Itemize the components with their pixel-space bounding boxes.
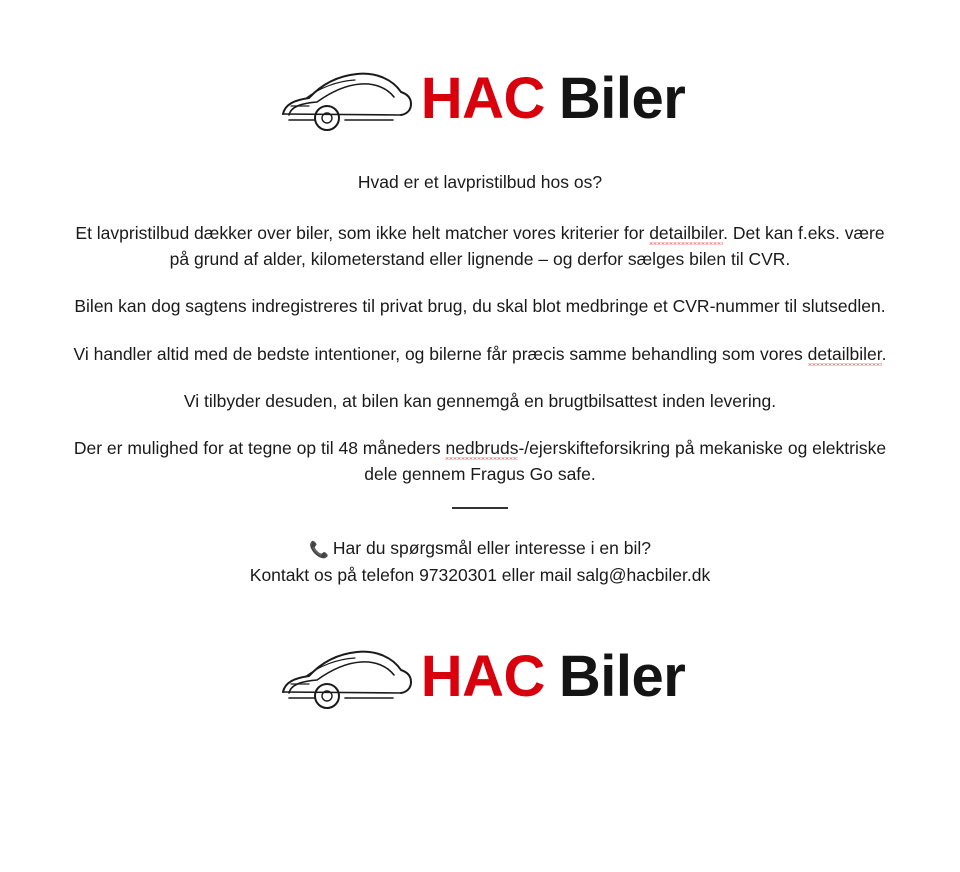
- paragraph-1: [70, 221, 890, 272]
- contact-question: Har du spørgsmål eller interesse i en bil?: [332, 538, 651, 558]
- article-body: [70, 170, 890, 588]
- paragraph-4: [70, 389, 890, 414]
- contact-block: [70, 535, 890, 588]
- contact-details: Kontakt os på telefon 97320301 eller mail salg@hacbiler.dk: [249, 565, 711, 585]
- logo-text-primary: HAC: [420, 66, 545, 131]
- car-outline-icon: [275, 58, 415, 136]
- misspelled-word: detailbiler: [649, 223, 724, 244]
- text-run: . Det kan f.eks. være på grund af alder, kilometerstand eller lignende – og derfor sælges bilen til CVR.: [169, 223, 885, 269]
- logo-text-secondary: Biler: [558, 644, 686, 710]
- text-run: Vi handler altid med de bedste intentioner, og bilerne får præcis samme behandling som vores: [73, 343, 808, 364]
- logo-header: [275, 58, 686, 136]
- text-run: Et lavpristilbud dækker over biler, som ikke helt matcher vores kriterier for: [75, 223, 650, 244]
- logo-text: [420, 644, 686, 710]
- page-title: Hvad er et lavpristilbud hos os?: [357, 172, 603, 192]
- misspelled-word: nedbruds: [445, 438, 519, 459]
- text-run: -/ejerskifteforsikring på mekaniske og elektriske dele gennem Fragus Go safe.: [364, 438, 887, 484]
- logo-text-primary: HAC: [420, 644, 545, 710]
- logo-text-secondary: Biler: [558, 66, 686, 131]
- text-run: Vi tilbyder desuden, at bilen kan gennemgå en brugtbilsattest inden levering.: [183, 390, 777, 411]
- paragraph-5: [70, 436, 890, 487]
- text-run: .: [881, 343, 887, 364]
- text-run: Bilen kan dog sagtens indregistreres til privat brug, du skal blot medbringe et CVR-nummer til slutsedlen.: [74, 296, 886, 317]
- section-divider: [452, 507, 508, 509]
- paragraph-2: [70, 294, 890, 319]
- paragraph-3: [70, 342, 890, 367]
- text-run: Der er mulighed for at tegne op til 48 måneders: [73, 438, 446, 459]
- car-outline-icon: [275, 636, 415, 714]
- misspelled-word: detailbiler: [807, 343, 882, 364]
- logo-text: [420, 66, 686, 131]
- telephone-icon: 📞: [309, 542, 329, 559]
- logo-footer: [275, 636, 686, 714]
